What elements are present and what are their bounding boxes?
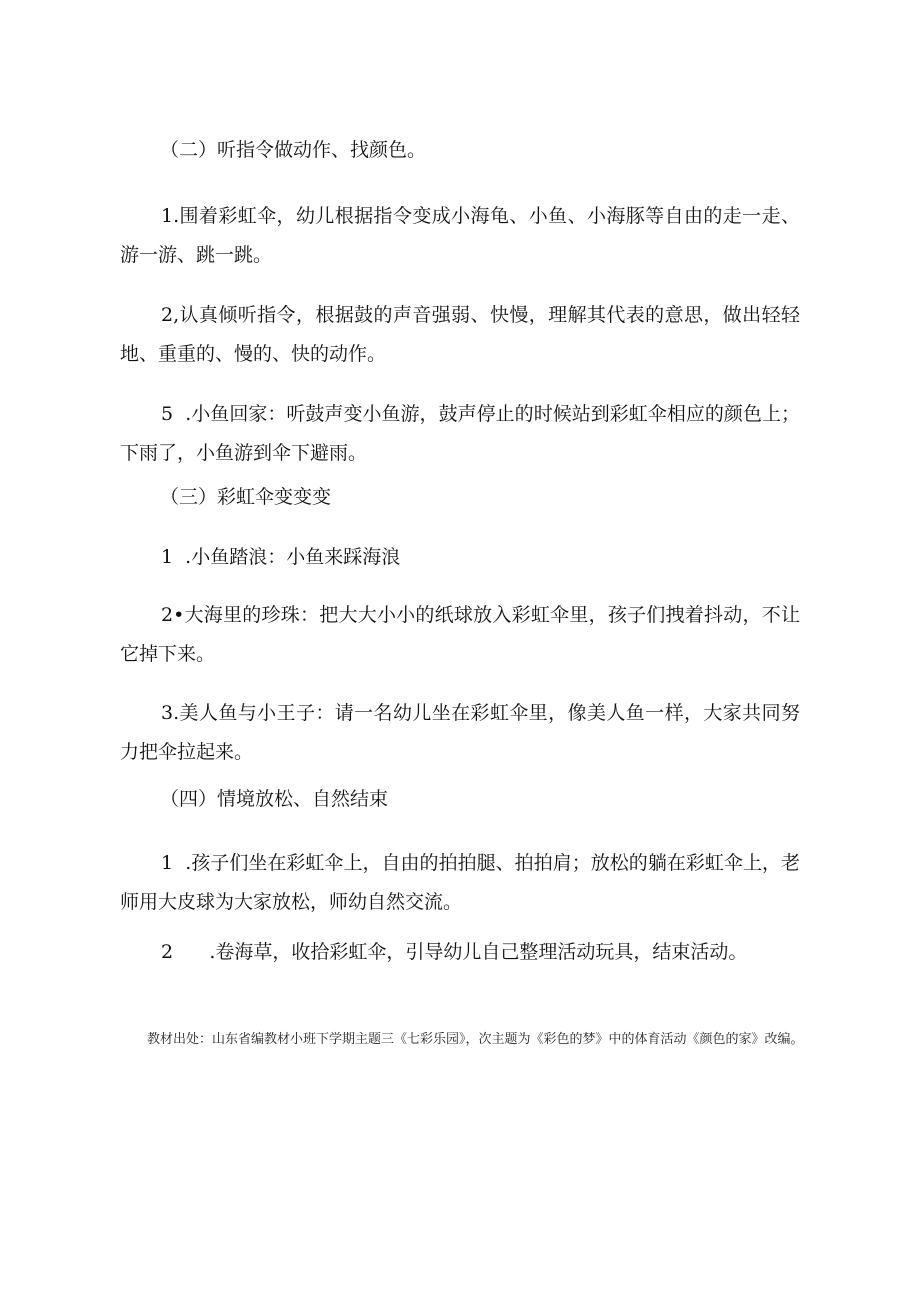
section-3-item-3: 3.美人鱼与小王子：请一名幼儿坐在彩虹伞里，像美人鱼一样，大家共同努力把伞拉起来。 [120,702,800,763]
section-4-item-2: 2 .卷海草，收拾彩虹伞，引导幼儿自己整理活动玩具，结束活动。 [161,941,748,963]
section-2-heading: （二）听指令做动作、找颜色。 [160,139,427,161]
section-2-item-1: 1.围着彩虹伞，幼儿根据指令变成小海龟、小鱼、小海豚等自由的走一走、游一游、跳一跳。 [120,205,800,266]
section-2-item-3: 5 .小鱼回家：听鼓声变小鱼游，鼓声停止的时候站到彩虹伞相应的颜色上；下雨了，小鱼游到伞下避雨。 [120,403,800,464]
section-3-item-1: 1 .小鱼踏浪：小鱼来踩海浪 [161,546,401,568]
section-4-heading: （四）情境放松、自然结束 [160,788,389,810]
section-2-item-2: 2,认真倾听指令，根据鼓的声音强弱、快慢，理解其代表的意思，做出轻轻地、重重的、慢的、快的动作。 [120,304,800,365]
section-4-item-1: 1 .孩子们坐在彩虹伞上，自由的拍拍腿、拍拍肩；放松的躺在彩虹伞上，老师用大皮球为大家放松，师幼自然交流。 [120,852,800,913]
section-3-item-2: 2•大海里的珍珠：把大大小小的纸球放入彩虹伞里，孩子们拽着抖动，不让它掉下来。 [120,604,800,665]
source-footnote: 教材出处：山东省编教材小班下学期主题三《七彩乐园》，次主题为《彩色的梦》中的体育活动《颜色的家》改编。 [147,1032,804,1047]
section-3-heading: （三）彩虹伞变变变 [160,486,332,508]
